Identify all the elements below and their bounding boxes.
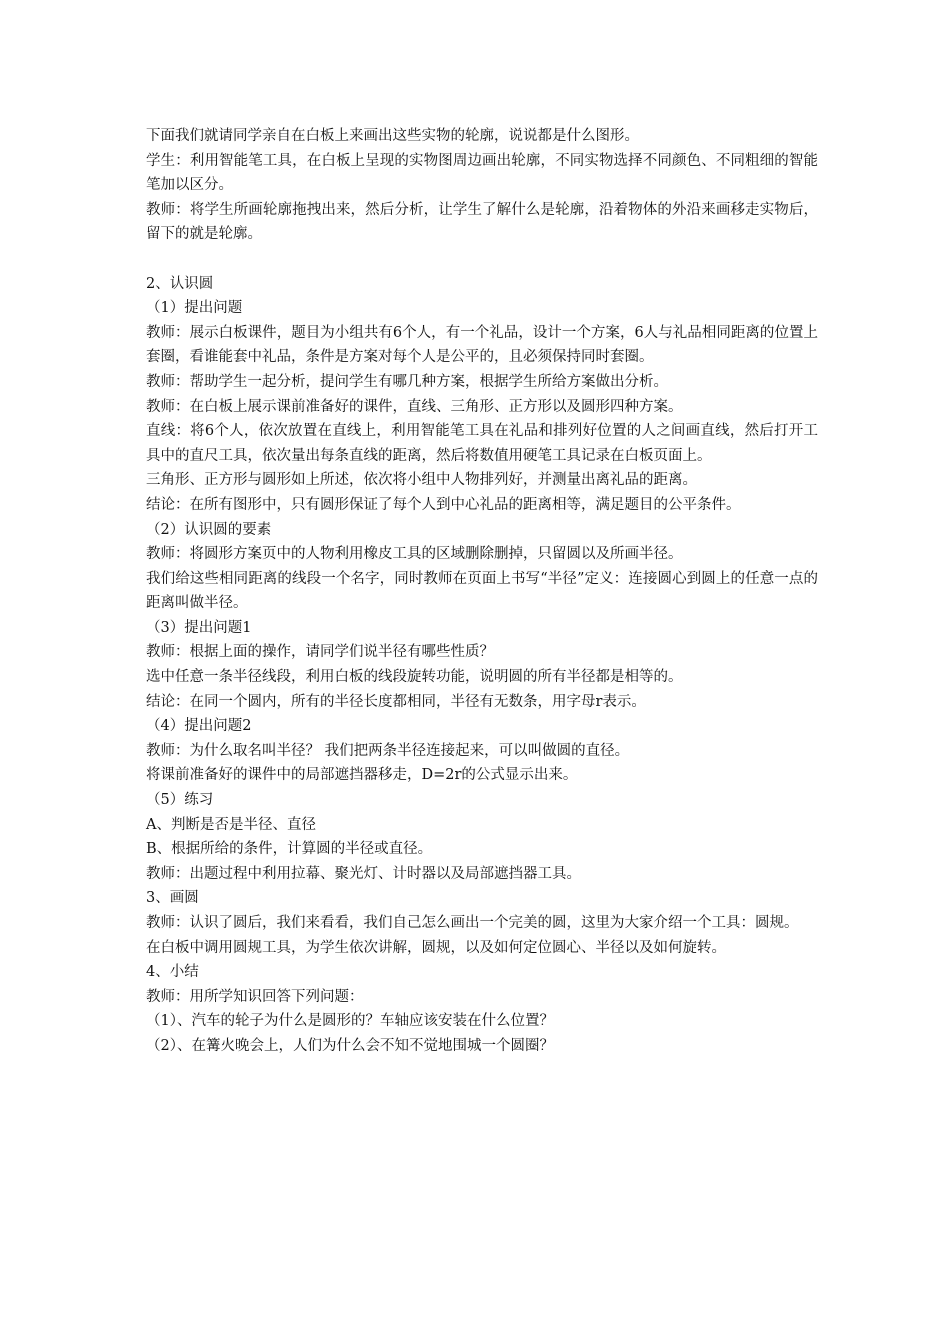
section-heading-3: 3、画圆 [146,890,199,907]
exercise-a: A、判断是否是半径、直径 [146,816,316,833]
paragraph-9: 结论：在所有图形中，只有圆形保证了每个人到中心礼品的距离相等，满足题目的公平条件。 [146,496,741,513]
subheading-4: （4）提出问题2 [146,718,252,735]
paragraph-3: 教师：将学生所画轮廓拖拽出来，然后分析，让学生了解什么是轮廓，沿着物体的外沿来画移走实物后，留下的就是轮廓。 [146,201,818,243]
paragraph-5: 教师：帮助学生一起分析，提问学生有哪几种方案，根据学生所给方案做出分析。 [146,373,668,390]
question-1: （1）、汽车的轮子为什么是圆形的？车轴应该安装在什么位置？ [146,1013,554,1030]
question-2: （2）、在篝火晚会上，人们为什么会不知不觉地围城一个圆圈？ [146,1037,554,1054]
paragraph-14: 结论：在同一个圆内，所有的半径长度都相同，半径有无数条，用字母r表示。 [146,693,646,710]
paragraph-12: 教师：根据上面的操作，请同学们说半径有哪些性质？ [146,644,494,661]
paragraph-6: 教师：在白板上展示课前准备好的课件，直线、三角形、正方形以及圆形四种方案。 [146,398,683,415]
subheading-2: （2）认识圆的要素 [146,521,272,538]
section-heading-2: 2、认识圆 [146,275,214,292]
exercise-b: B、根据所给的条件，计算圆的半径或直径。 [146,841,433,858]
paragraph-15: 教师：为什么取名叫半径？ 我们把两条半径连接起来，可以叫做圆的直径。 [146,742,630,759]
blank-line [146,247,818,272]
paragraph-11: 我们给这些相同距离的线段一个名字，同时教师在页面上书写“半径”定义：连接圆心到圆上的任意一点的距离叫做半径。 [146,570,818,612]
paragraph-8: 三角形、正方形与圆形如上所述，依次将小组中人物排列好，并测量出离礼品的距离。 [146,472,697,489]
paragraph-19: 在白板中调用圆规工具，为学生依次讲解，圆规，以及如何定位圆心、半径以及如何旋转。 [146,939,726,956]
paragraph-4: 教师：展示白板课件，题目为小组共有6个人，有一个礼品，设计一个方案，6人与礼品相同距离的位置上套圈，看谁能套中礼品，条件是方案对每个人是公平的，且必须保持同时套圈。 [146,324,818,366]
paragraph-16: 将课前准备好的课件中的局部遮挡器移走，D=2r的公式显示出来。 [146,767,578,784]
subheading-5: （5）练习 [146,792,214,809]
paragraph-2: 学生：利用智能笔工具，在白板上呈现的实物图周边画出轮廓，不同实物选择不同颜色、不同粗细的智能笔加以区分。 [146,152,818,194]
paragraph-7: 直线：将6个人，依次放置在直线上，利用智能笔工具在礼品和排列好位置的人之间画直线，然后打开工具中的直尺工具，依次量出每条直线的距离，然后将数值用硬笔工具记录在白板页面上。 [146,423,818,464]
paragraph-1: 下面我们就请同学亲自在白板上来画出这些实物的轮廓，说说都是什么图形。 [146,128,639,144]
subheading-3: （3）提出问题1 [146,619,252,636]
paragraph-20: 教师：用所学知识回答下列问题： [146,988,364,1005]
paragraph-13: 选中任意一条半径线段，利用白板的线段旋转功能，说明圆的所有半径都是相等的。 [146,669,683,686]
subheading-1: （1）提出问题 [146,300,243,317]
paragraph-17: 教师：出题过程中利用拉幕、聚光灯、计时器以及局部遮挡器工具。 [146,865,581,882]
paragraph-10: 教师：将圆形方案页中的人物利用橡皮工具的区域删除删掉，只留圆以及所画半径。 [146,546,683,563]
section-heading-4: 4、小结 [146,964,199,981]
paragraph-18: 教师：认识了圆后，我们来看看，我们自己怎么画出一个完美的圆，这里为大家介绍一个工具：圆规。 [146,915,799,931]
document-body [146,124,818,1059]
